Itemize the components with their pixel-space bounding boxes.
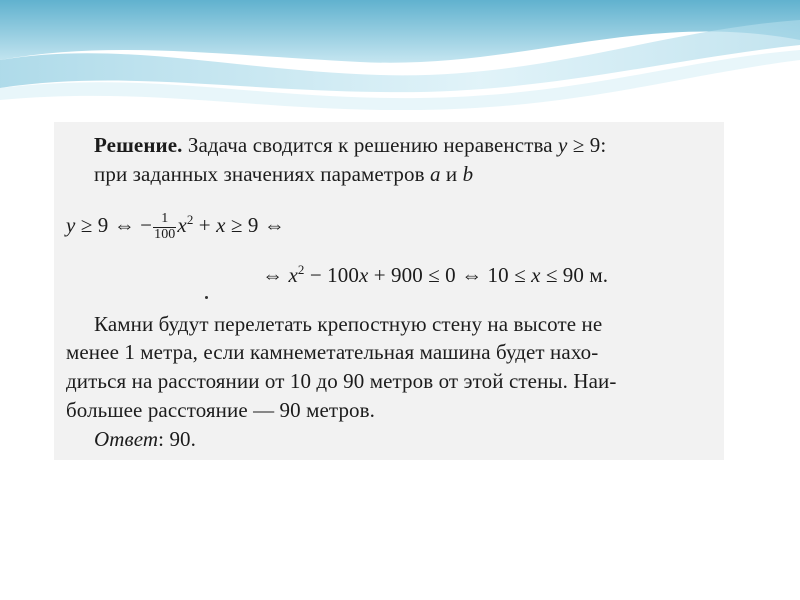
answer-value: : 90.: [158, 427, 196, 451]
f2-x: x: [288, 263, 298, 287]
f1-tail: ≥ 9 ⇔: [225, 213, 285, 237]
f1-x: x: [177, 213, 187, 237]
fraction-denominator: 100: [154, 226, 176, 242]
solution-intro-text: Задача сводится к решению неравенства: [182, 133, 558, 157]
f1-plus: +: [193, 213, 217, 237]
f1-x2: x: [216, 213, 226, 237]
f2-tail: + 900 ≤ 0 ⇔ 10 ≤: [368, 263, 532, 287]
formula-line-2: [262, 262, 608, 288]
and-text: и: [440, 162, 463, 186]
fraction: [153, 212, 176, 242]
answer-line: [94, 427, 196, 452]
solution-line-2: [94, 162, 473, 187]
var-y: y: [557, 133, 568, 157]
f2-x2: x: [358, 263, 369, 287]
params-text: при заданных значениях параметров: [94, 162, 430, 186]
paragraph-line-4: большее расстояние — 90 метров.: [66, 398, 376, 422]
f2-mid: − 100: [304, 263, 359, 287]
scan-speck: [205, 296, 208, 299]
formula-line-1: [66, 212, 285, 242]
f2-end: ≤ 90 м.: [540, 263, 609, 287]
param-b: b: [462, 162, 474, 186]
f1-square: 2: [186, 212, 194, 227]
param-a: a: [429, 162, 441, 186]
f1-y: y: [66, 213, 76, 237]
paragraph-line-3: диться на расстоянии от 10 до 90 метров от этой стены. Наи-: [66, 369, 617, 393]
f2-x3: x: [531, 263, 541, 287]
f1-part1: ≥ 9 ⇔ −: [75, 213, 153, 237]
fraction-numerator: 1: [153, 212, 176, 228]
paragraph-line-1: Камни будут перелетать крепостную стену на высоте не: [94, 312, 603, 336]
paragraph-line-2: менее 1 метра, если камнеметательная машина будет нахо-: [66, 340, 599, 364]
answer-label: Ответ: [94, 427, 159, 451]
decorative-wave-header: [0, 0, 800, 110]
f2-lead: ⇔: [262, 263, 289, 287]
solution-line-1: [94, 133, 606, 158]
inequality-rel: ≥ 9:: [567, 133, 607, 157]
solution-heading: Решение.: [94, 133, 183, 157]
f2-square: 2: [297, 262, 305, 277]
